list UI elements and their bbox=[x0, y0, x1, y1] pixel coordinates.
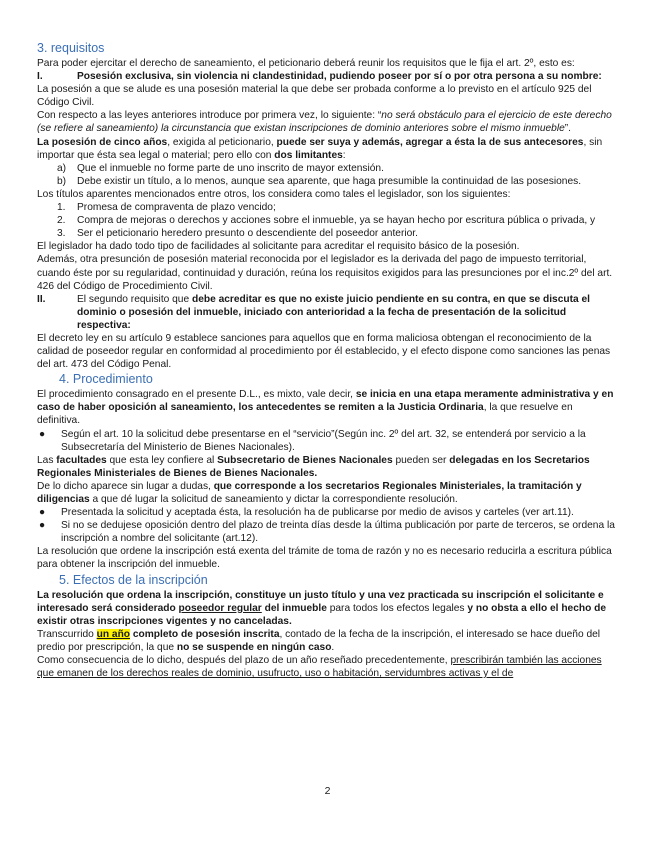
list-label: 2. bbox=[57, 215, 66, 227]
text-run: Con respecto a las leyes anteriores introduce por primera vez, lo siguiente: “ bbox=[37, 110, 382, 122]
underlined-run: prescribirán también las acciones que emanen de los derechos reales de dominio, usufructo, uso o habitación, servidumbres activas y el de bbox=[37, 655, 602, 680]
list-label: a) bbox=[57, 162, 67, 174]
bullet-icon: ● bbox=[39, 520, 46, 532]
paragraph bbox=[37, 109, 617, 135]
text-run: De lo dicho aparece sin lugar a dudas, bbox=[37, 480, 214, 492]
paragraph: Además, otra presunción de posesión material reconocida por el legislador es la derivada del pago de impuesto territorial, cuando éste por su regularidad, continuidad y duración, reúna los requisitos exigidos para las presunciones por el inc.2º del art. 426 del Código de Procedimiento Civil. bbox=[37, 254, 613, 292]
bullet-text: Presentada la solicitud y aceptada ésta, la resolución ha de publicarse por medio de avisos y carteles (ver art.11). bbox=[61, 507, 574, 519]
bold-run: que corresponde a los secretarios Regionales Ministeriales, la tramitación y diligencias bbox=[37, 480, 582, 505]
list-item bbox=[37, 162, 617, 175]
paragraph bbox=[37, 589, 617, 628]
text-run: : bbox=[342, 149, 346, 161]
text-run: Como consecuencia de lo dicho, después del plazo de un año reseñado precedentemente, bbox=[37, 655, 451, 667]
paragraph bbox=[37, 388, 617, 427]
list-text: Que el inmueble no forme parte de uno inscrito de mayor extensión. bbox=[77, 162, 384, 174]
bullet-item bbox=[37, 519, 617, 545]
list-item bbox=[37, 201, 617, 214]
text-run: , exigida al peticionario, bbox=[167, 136, 277, 148]
bold-run: delegadas en los Secretarios Regionales Ministeriales de Bienes de Bienes Nacionales. bbox=[37, 454, 590, 479]
bullet-item bbox=[37, 506, 617, 519]
bullet-text: Si no se dedujese oposición dentro del plazo de treinta días desde la última publicación por parte de terceros, se ordena la inscripción a nombre del solicitante (art.12). bbox=[61, 520, 615, 545]
paragraph bbox=[37, 628, 617, 654]
bold-run: del inmueble bbox=[261, 602, 327, 614]
paragraph: El legislador ha dado todo tipo de facilidades al solicitante para acreditar el requisito básico de la posesión. bbox=[37, 241, 520, 253]
list-text: Promesa de compraventa de plazo vencido; bbox=[77, 202, 276, 214]
paragraph: La posesión a que se alude es una posesión material la que debe ser probada conforme a lo previsto en el artículo 925 del Código Civil. bbox=[37, 84, 592, 109]
bold-run: La posesión de cinco años bbox=[37, 136, 168, 148]
paragraph: La resolución que ordene la inscripción está exenta del trámite de toma de razón y no es necesario reducirla a escritura pública para obtener la inscripción del inmueble. bbox=[37, 546, 612, 571]
list-label: 3. bbox=[57, 228, 66, 240]
text-run: , sin importar que ésta sea legal o material; pero ello con bbox=[37, 136, 603, 161]
text-run: , la que resuelve en definitiva. bbox=[37, 402, 573, 427]
page-number: 2 bbox=[324, 785, 331, 797]
paragraph: Los títulos aparentes mencionados entre otros, los considera como tales el legislador, son los siguientes: bbox=[37, 188, 511, 200]
text-run: El procedimiento consagrado en el presente D.L., es mixto, vale decir, bbox=[37, 389, 356, 401]
list-text: Debe existir un título, a lo menos, aunque sea aparente, que haga presumible la continuidad de las posesiones. bbox=[77, 175, 582, 187]
list-text: Compra de mejoras o derechos y acciones sobre el inmueble, ya se hayan hecho por escritura pública o privada, y bbox=[77, 215, 596, 227]
highlighted-run: un año bbox=[96, 628, 131, 640]
bold-run: debe acreditar es que no existe juicio pendiente en su contra, en que se discuta el dominio o posesión del inmueble, iniciado con anterioridad a la fecha de presentación de la solicitud respectiva: bbox=[77, 293, 590, 331]
quote-text: no será obstáculo para el ejercicio de este derecho (se refiere al saneamiento) la circunstancia que existan inscripciones de dominio anteriores sobre el mismo inmueble bbox=[37, 110, 612, 135]
text-run: . bbox=[331, 641, 335, 653]
paragraph bbox=[37, 136, 617, 162]
bold-run: no se suspende en ningún caso bbox=[176, 641, 332, 653]
bold-run: y no obsta a ello el hecho de existir otras inscripciones vigentes y no canceladas. bbox=[37, 602, 607, 627]
text-run: , contado de la fecha de la inscripción, el interesado se hace dueño del predio por prescripción, la que bbox=[37, 628, 601, 653]
text-run: ”. bbox=[564, 123, 571, 135]
document-page bbox=[37, 40, 617, 680]
bullet-icon: ● bbox=[39, 507, 46, 519]
bold-run: se inicia en una etapa meramente administrativa y en caso de haber oposición al saneamiento, los antecedentes se remiten a la Justicia Ordinaria bbox=[37, 389, 614, 414]
requirement-text bbox=[77, 293, 617, 332]
paragraph bbox=[37, 654, 617, 680]
paragraph bbox=[37, 454, 617, 480]
roman-label: I. bbox=[37, 71, 43, 83]
paragraph: Para poder ejercitar el derecho de saneamiento, el peticionario deberá reunir los requisitos que le fija el art. 2º, esto es: bbox=[37, 58, 575, 69]
list-item bbox=[37, 175, 617, 188]
text-run: Las bbox=[37, 454, 57, 466]
bold-run: facultades bbox=[56, 454, 107, 466]
list-label: b) bbox=[57, 175, 67, 187]
bold-run: completo de posesión inscrita bbox=[130, 628, 280, 640]
list-item bbox=[37, 227, 617, 240]
bullet-icon: ● bbox=[39, 428, 46, 440]
list-text: Ser el peticionario heredero presunto o descendiente del poseedor anterior. bbox=[77, 228, 418, 240]
heading-requisitos: 3. requisitos bbox=[37, 41, 105, 55]
paragraph: El decreto ley en su artículo 9 establece sanciones para aquellos que en forma maliciosa obtengan el reconocimiento de la calidad de poseedor regular en conformidad al procedimiento por él establecido, y el efecto dispone como sanciones las penas del art. 473 del Código Penal. bbox=[37, 332, 611, 371]
text-run: que esta ley confiere al bbox=[106, 454, 218, 466]
bullet-item bbox=[37, 428, 617, 454]
list-label: 1. bbox=[57, 202, 66, 214]
bullet-text: Según el art. 10 la solicitud debe presentarse en el “servicio”(Según inc. 2º del art. 32, se entenderá por servicio a la Subsecretaría del Ministerio de Bienes Nacionales). bbox=[61, 428, 586, 453]
bold-run: La resolución que ordena la inscripción, constituye un justo título y una vez practicada su inscripción el solicitante e interesado será considerado bbox=[37, 589, 604, 614]
text-run: a que dé lugar la solicitud de saneamiento y dictar la correspondiente resolución. bbox=[89, 494, 458, 505]
paragraph bbox=[37, 480, 617, 506]
roman-label: II. bbox=[37, 293, 46, 305]
requirement-text: Posesión exclusiva, sin violencia ni clandestinidad, pudiendo poseer por sí o por otra persona a su nombre: bbox=[77, 71, 602, 83]
text-run: pueden ser bbox=[392, 454, 450, 466]
heading-procedimiento: 4. Procedimiento bbox=[59, 372, 153, 387]
bold-run: puede ser suya y además, agregar a ésta la de sus antecesores bbox=[276, 136, 584, 148]
underlined-run: poseedor regular bbox=[178, 602, 262, 614]
bold-run: dos limitantes bbox=[274, 149, 343, 161]
requirement-1 bbox=[37, 70, 617, 83]
requirement-2 bbox=[37, 293, 617, 332]
list-item bbox=[37, 214, 617, 227]
text-run: Transcurrido bbox=[37, 628, 97, 640]
text-run: para todos los efectos legales bbox=[326, 602, 465, 614]
heading-efectos: 5. Efectos de la inscripción bbox=[59, 572, 208, 587]
bold-run: Subsecretario de Bienes Nacionales bbox=[217, 454, 393, 466]
text-run: El segundo requisito que bbox=[77, 293, 192, 305]
